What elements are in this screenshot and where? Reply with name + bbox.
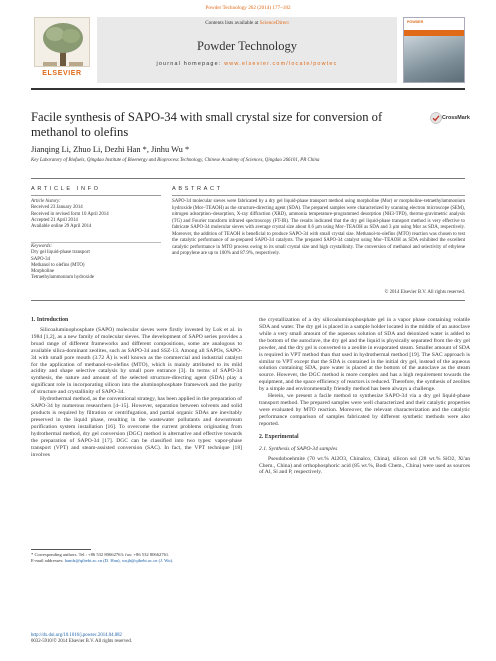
intro-heading: 1. Introduction [31, 317, 69, 323]
email-links[interactable]: handz@qibebt.ac.cn (D. Han), wujh@qibebt.ac.cn (J. Wu). [64, 557, 174, 563]
article-title: Facile synthesis of SAPO-34 with small crystal size for conversion of methanol to olefins [31, 110, 383, 139]
keyword-item: Morpholine [31, 269, 55, 275]
body-column-right [259, 317, 470, 476]
journal-reference[interactable]: Powder Technology 262 (2014) 177–182 [205, 5, 291, 11]
article-info-divider [31, 195, 161, 196]
history-item: Received in revised form 10 April 2014 [31, 211, 109, 217]
cover-picture [404, 36, 464, 83]
history-item: Available online 29 April 2014 [31, 224, 92, 230]
keywords-label: Keywords: [31, 244, 53, 249]
elsevier-tree-icon [34, 17, 90, 67]
intro-paragraph-continued: the crystallization of a dry silicoaluminophosphate gel in a vapor phase containing volatile SDA and water. The dry gel is placed in a sample holder located in the middle of an autoclave while a very small amount of the aqueous solution of SDA and deionized water is added to the bottom of the autoclave, the dry gel and the liquid is physically separated from the dry gel powder, and the dry gel is converted to a zeolite in evaporated steam. Smaller amount of SDA is required in VPT method than that used in hydrothermal method [19]. The SAC approach is similar to VPT except that the SDA is contained in the initial dry gel, instead of the aqueous solution containing SDA, pure water is placed at the bottom of the autoclave as the steam source. However, the DGC method is more complex and has a high requirement towards the equipment, and the space efficiency of reactors is reduced. Therefore, the synthesis of zeolites by a simple and environmentally friendly method has been always a challenge. [259, 317, 470, 393]
keyword-item: Methanol to olefins (MTO) [31, 262, 85, 268]
corresponding-line: * Corresponding authors. Tel.: +86 532 80662763; fax: +86 532 80662761. [31, 552, 170, 557]
intro-paragraph: Herein, we present a facile method to synthesize SAPO-34 via a dry gel liquid-phase transport method. The prepared samples were well characterized and their catalytic properties were evaluated by MTO reaction. Moreover, the relevant characterization and the catalytic performance comparison of samples fabricated by different synthetic methods were also reported. [259, 393, 470, 427]
email-line [31, 558, 242, 564]
journal-cover-image[interactable] [403, 17, 465, 83]
intro-paragraph: Silicoaluminophosphate (SAPO) molecular sieves were firstly invested by Lok et al. in 1984 [1,2], as a new family of molecular sieves. The development of SAPO series provides a broad range of different frameworks and different compositions, some are analogous to available silica-dominant zeolites, such as SAPO-34 and SSZ-13. Among all SAPOs, SAPO-34 with small pore mouth (3.72 Å) is well known as the commercial and industrial catalyst for the application of methanol-to-olefins (MTO), which is mainly attributed to its mild acidity and shape selective catalysis by small pore entrance [3]. In terms of SAPO-34 synthesis, the nature and amount of the selected structure-directing agent (SDA) play a significant role in incorporating silicon into the aluminophosphate framework and the purity of structure and crystallinity of SAPO-34. [31, 326, 242, 396]
history-item: Received 23 January 2014 [31, 205, 83, 211]
history-item: Accepted 21 April 2014 [31, 217, 78, 223]
journal-header [31, 17, 465, 83]
article-history [31, 199, 161, 230]
publisher-name: ELSEVIER [42, 70, 82, 77]
article-bottom-info [31, 633, 132, 645]
crossmark-button[interactable] [430, 112, 470, 126]
journal-title: Powder Technology [197, 39, 297, 53]
issn-line: 0032-5910/© 2014 Elsevier B.V. All rights reserved. [31, 639, 132, 644]
abstract-divider [172, 195, 465, 196]
journal-homepage [97, 61, 397, 67]
synthesis-paragraph: Pseudoboehmite (70 wt.% Al2O3, Chinalco, China), silicon sol (28 wt.% SiO2, Xi'an Chem., China) and orthophosphoric acid (85 wt.%, Bodi Chem., China) were used as sources of Al, Si and P, respectively. [259, 455, 470, 476]
journal-info-box [97, 17, 397, 83]
keyword-item: Tetraethylammonium hydroxide [31, 275, 95, 281]
sciencedirect-link[interactable]: ScienceDirect [259, 20, 289, 26]
cover-label: POWDER [404, 18, 464, 30]
author-list[interactable]: Jianqing Li, Zhuo Li, Dezhi Han *, Jinhu Wu * [31, 145, 190, 154]
crossmark-icon [430, 112, 442, 124]
homepage-link[interactable]: www.elsevier.com/locate/powtec [224, 61, 338, 67]
experimental-heading: 2. Experimental [259, 433, 299, 440]
elsevier-logo[interactable] [31, 17, 93, 83]
author-affiliation: Key Laboratory of Biofuels, Qingdao Institute of Bioenergy and Bioprocess Technology, Chinese Academy of Sciences, Qingdao 266101, PR China [31, 158, 320, 163]
intro-paragraph: Hydrothermal method, as the conventional strategy, has been applied in the preparation of SAPO-34 by numerous researchers [4–15]. However, separation between solvents and solid products is required by filtration or centrifugation, and partial organic SDAs are inevitably preserved in the liquid phase, resulting in the wastewater pollutants and downstream purification system installation [16]. To overcome the current problems originating from hydrothermal method, dry gel conversion (DGC) method is alternative and effective towards the preparation of SAPO-34 [17]. DGC can be classified into two types: vapor-phase transport (VPT) and steam-assisted conversion (SAC). In fact, the VPT technique [18] involves [31, 396, 242, 458]
abstract-text: SAPO-34 molecular sieves were fabricated by a dry gel liquid-phase transport method using morpholine (Mor) or morpholine–tetraethylammonium hydroxide (Mor–TEAOH) as the structure-directing agent (SDA). The prepared samples were characterized by scanning electron microscope (SEM), nitrogen adsorption–desorption, X-ray diffraction (XRD), ammonia temperature-programmed desorption (NH3-TPD), thermo-gravimetric analysis (TG) and Fourier transform infrared spectroscopy (FT-IR). The results indicated that the dry gel liquid-phase transport method is very effective to fabricate SAPO-34 molecular sieves with average crystal size about 0.6 μm using Mor–TEAOH as SDA and 3 μm using Mor as SDA, respectively. Moreover, the addition of TEAOH is beneficial to produce SAPO-34 with small crystal size. Methanol-to-olefins (MTO) reaction was chosen to test the catalytic performance of as-prepared SAPO-34 catalysts. The prepared SAPO-34 catalyst using Mor–TEAOH as SDA exhibited the excellent catalytic performance in MTO process owing to its small crystal size and high crystallinity. The conversion of methanol and selectivity of ethylene and propylene are up to 100% and 87.9%, respectively. [172, 199, 465, 256]
keywords [31, 244, 161, 282]
keyword-item: Dry gel liquid-phase transport [31, 250, 90, 256]
section-divider [31, 178, 465, 179]
abstract-heading: ABSTRACT [172, 186, 223, 192]
contents-prefix: Contents lists available at [205, 20, 260, 26]
abstract-end-divider [31, 300, 465, 301]
homepage-prefix: journal homepage: [156, 61, 225, 67]
crossmark-label: CrossMark [442, 115, 470, 121]
synthesis-subheading: 2.1. Synthesis of SAPO-34 samples [259, 445, 338, 452]
corresponding-author-footnote [31, 552, 242, 563]
article-info-heading: ARTICLE INFO [31, 186, 101, 192]
history-label: Article history: [31, 199, 61, 204]
keyword-item: SAPO-34 [31, 256, 51, 262]
doi-link[interactable]: http://dx.doi.org/10.1016/j.powtec.2014.04.082 [31, 633, 122, 638]
email-label: E-mail addresses: [31, 557, 65, 563]
header-divider [31, 88, 465, 90]
contents-line [97, 20, 397, 26]
abstract-copyright: © 2014 Elsevier B.V. All rights reserved. [384, 290, 465, 295]
body-column-left [31, 317, 242, 458]
